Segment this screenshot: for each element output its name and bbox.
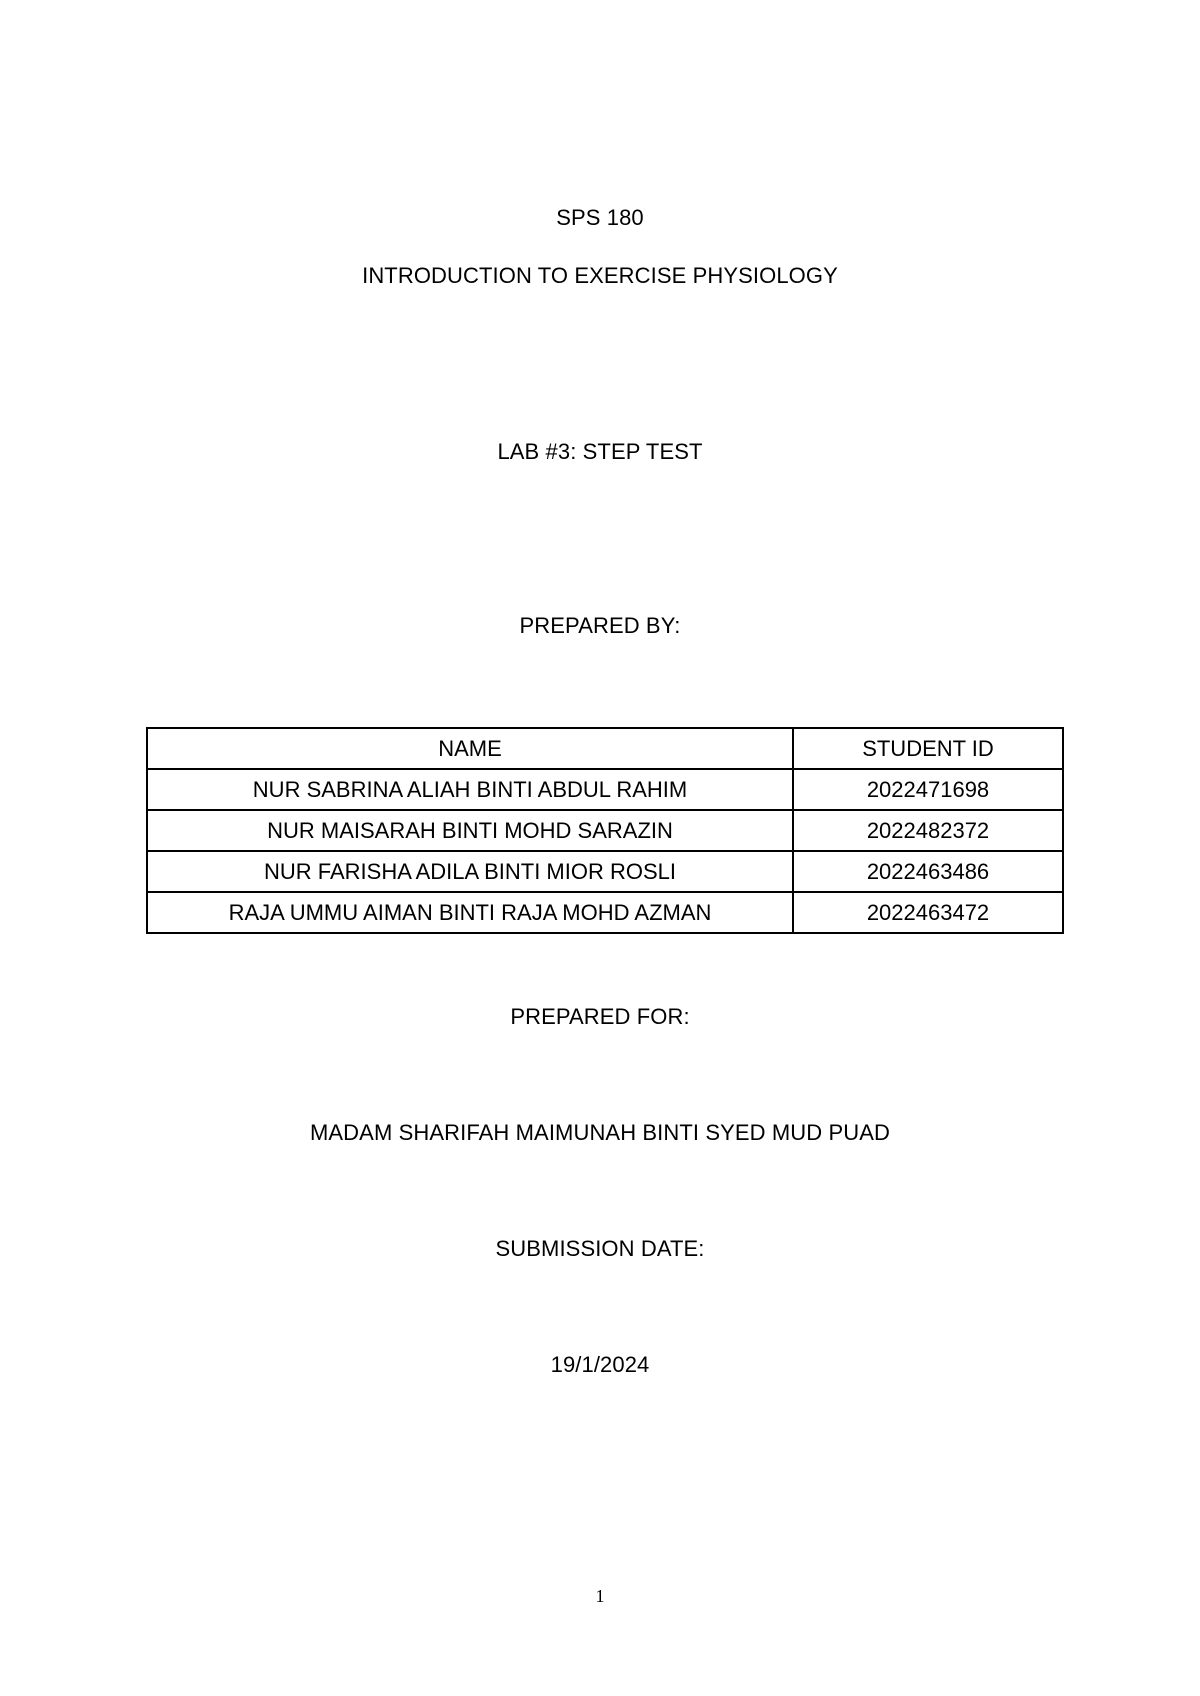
member-name: NUR MAISARAH BINTI MOHD SARAZIN	[147, 810, 793, 851]
table-row	[147, 810, 1063, 851]
submission-date-label: SUBMISSION DATE:	[495, 1236, 705, 1261]
course-code: SPS 180	[556, 205, 644, 230]
member-student-id: 2022463486	[793, 851, 1063, 892]
name-column-header: NAME	[147, 728, 793, 769]
team-members-table	[146, 727, 1064, 934]
member-name: NUR SABRINA ALIAH BINTI ABDUL RAHIM	[147, 769, 793, 810]
submission-date: 19/1/2024	[550, 1352, 650, 1377]
table-row	[147, 892, 1063, 933]
lecturer-name: MADAM SHARIFAH MAIMUNAH BINTI SYED MUD PUAD	[309, 1120, 891, 1145]
member-student-id: 2022482372	[793, 810, 1063, 851]
page-number: 1	[595, 1586, 605, 1606]
table-row	[147, 769, 1063, 810]
prepared-by-label: PREPARED BY:	[519, 613, 681, 638]
member-name: RAJA UMMU AIMAN BINTI RAJA MOHD AZMAN	[147, 892, 793, 933]
course-title: INTRODUCTION TO EXERCISE PHYSIOLOGY	[362, 263, 838, 288]
member-student-id: 2022471698	[793, 769, 1063, 810]
prepared-for-label: PREPARED FOR:	[510, 1004, 690, 1029]
student-id-column-header: STUDENT ID	[793, 728, 1063, 769]
table-row	[147, 851, 1063, 892]
lab-title: LAB #3: STEP TEST	[497, 439, 703, 464]
member-student-id: 2022463472	[793, 892, 1063, 933]
member-name: NUR FARISHA ADILA BINTI MIOR ROSLI	[147, 851, 793, 892]
table-header-row	[147, 728, 1063, 769]
